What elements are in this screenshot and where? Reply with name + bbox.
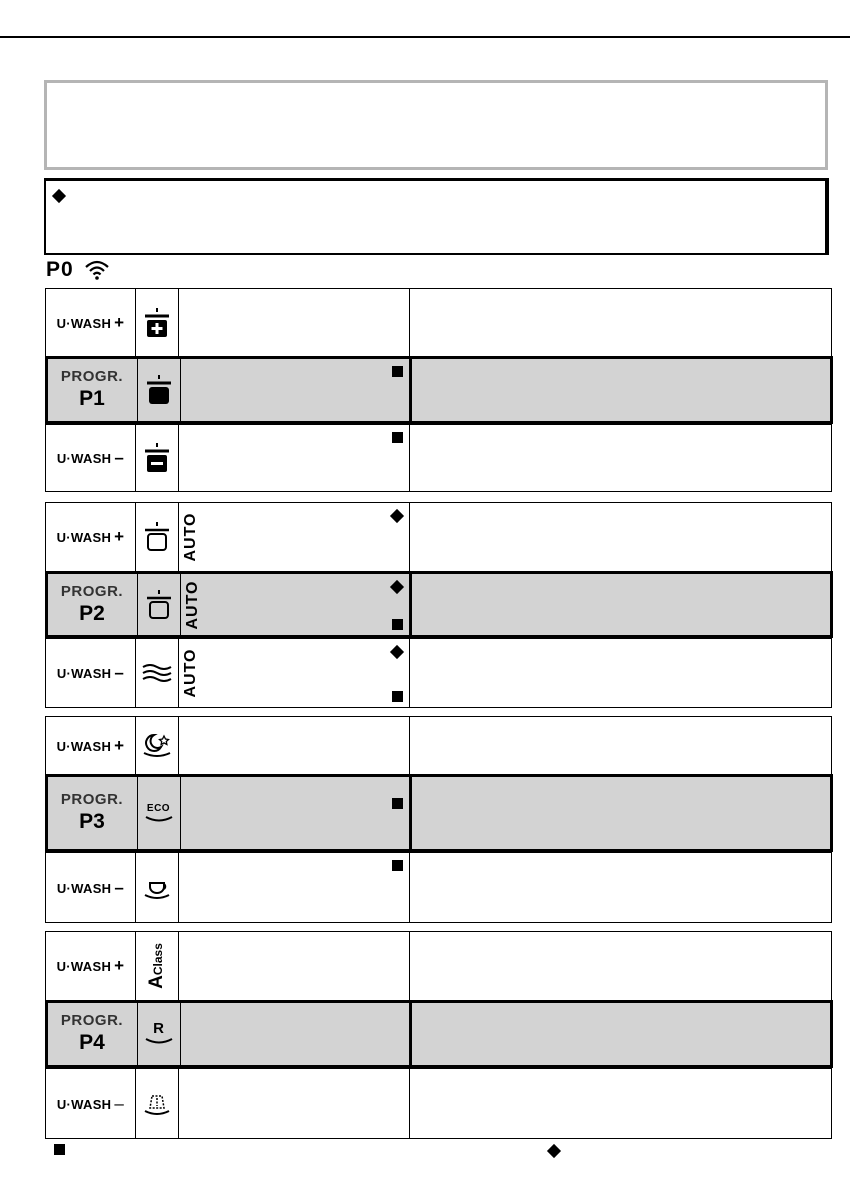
pot-filled-icon [144, 373, 174, 407]
program-row-active[interactable] [45, 1000, 833, 1068]
square-marker-icon [392, 691, 403, 702]
legend-square-marker-icon [54, 1144, 65, 1155]
note-box [44, 178, 829, 255]
program-number: P2 [79, 601, 105, 625]
diamond-marker-icon [52, 189, 66, 203]
square-marker-icon [392, 366, 403, 377]
p0-label: P0 [46, 258, 74, 281]
program-row[interactable] [46, 289, 831, 356]
p0-header [46, 258, 110, 282]
waves-icon [141, 658, 173, 688]
program-number: P4 [79, 1031, 105, 1054]
program-row[interactable] [46, 638, 831, 707]
program-row[interactable] [46, 424, 831, 491]
cup-icon [142, 874, 172, 902]
progr-label: PROGR. [60, 791, 124, 808]
uwash-label: U·WASH + [56, 735, 125, 755]
uwash-label: U·WASH – [56, 1093, 125, 1113]
wifi-icon [84, 260, 110, 280]
diamond-marker-icon [390, 645, 404, 659]
a-class-icon: AClass [146, 943, 168, 989]
program-group-p1 [45, 288, 832, 492]
square-marker-icon [392, 619, 403, 630]
pot-outline-icon [144, 588, 174, 622]
uwash-label: U·WASH + [56, 527, 125, 546]
progr-label: PROGR. [60, 582, 124, 600]
program-row[interactable] [46, 1068, 831, 1138]
program-group-p4 [45, 931, 832, 1139]
glass-rinse-icon [142, 1090, 172, 1118]
program-group-p3 [45, 716, 832, 923]
uwash-label: U·WASH – [56, 877, 125, 897]
progr-label: PROGR. [60, 1012, 124, 1029]
note-box-grey [44, 80, 828, 170]
uwash-label: U·WASH – [56, 663, 125, 682]
eco-dish-icon: ECO [144, 803, 174, 824]
diamond-marker-icon [390, 509, 404, 523]
rapid-dish-icon: R [144, 1022, 174, 1046]
square-marker-icon [392, 432, 403, 443]
diamond-marker-icon [389, 580, 403, 594]
program-row[interactable] [46, 932, 831, 1000]
square-marker-icon [392, 860, 403, 871]
legend-diamond-marker-icon [547, 1144, 561, 1158]
program-row[interactable] [46, 717, 831, 774]
pot-minus-icon [142, 441, 172, 475]
night-dish-icon [141, 731, 173, 761]
auto-label: AUTO [183, 579, 201, 630]
progr-label: PROGR. [60, 368, 124, 385]
uwash-label: U·WASH + [56, 956, 125, 975]
program-row[interactable] [46, 852, 831, 922]
square-marker-icon [392, 798, 403, 809]
program-group-p2 [45, 502, 832, 708]
auto-label: AUTO [182, 512, 199, 562]
program-row-active[interactable] [45, 571, 833, 638]
program-row-active[interactable] [45, 356, 833, 424]
uwash-label: U·WASH – [56, 448, 125, 467]
program-row[interactable] [46, 503, 831, 571]
program-number: P1 [79, 387, 105, 410]
program-row-active[interactable] [45, 774, 833, 852]
pot-plus-icon [142, 306, 172, 340]
pot-outline-icon [142, 520, 172, 554]
auto-label: AUTO [182, 648, 199, 698]
top-rule [0, 0, 850, 38]
program-number: P3 [79, 810, 105, 833]
uwash-label: U·WASH + [56, 312, 125, 332]
